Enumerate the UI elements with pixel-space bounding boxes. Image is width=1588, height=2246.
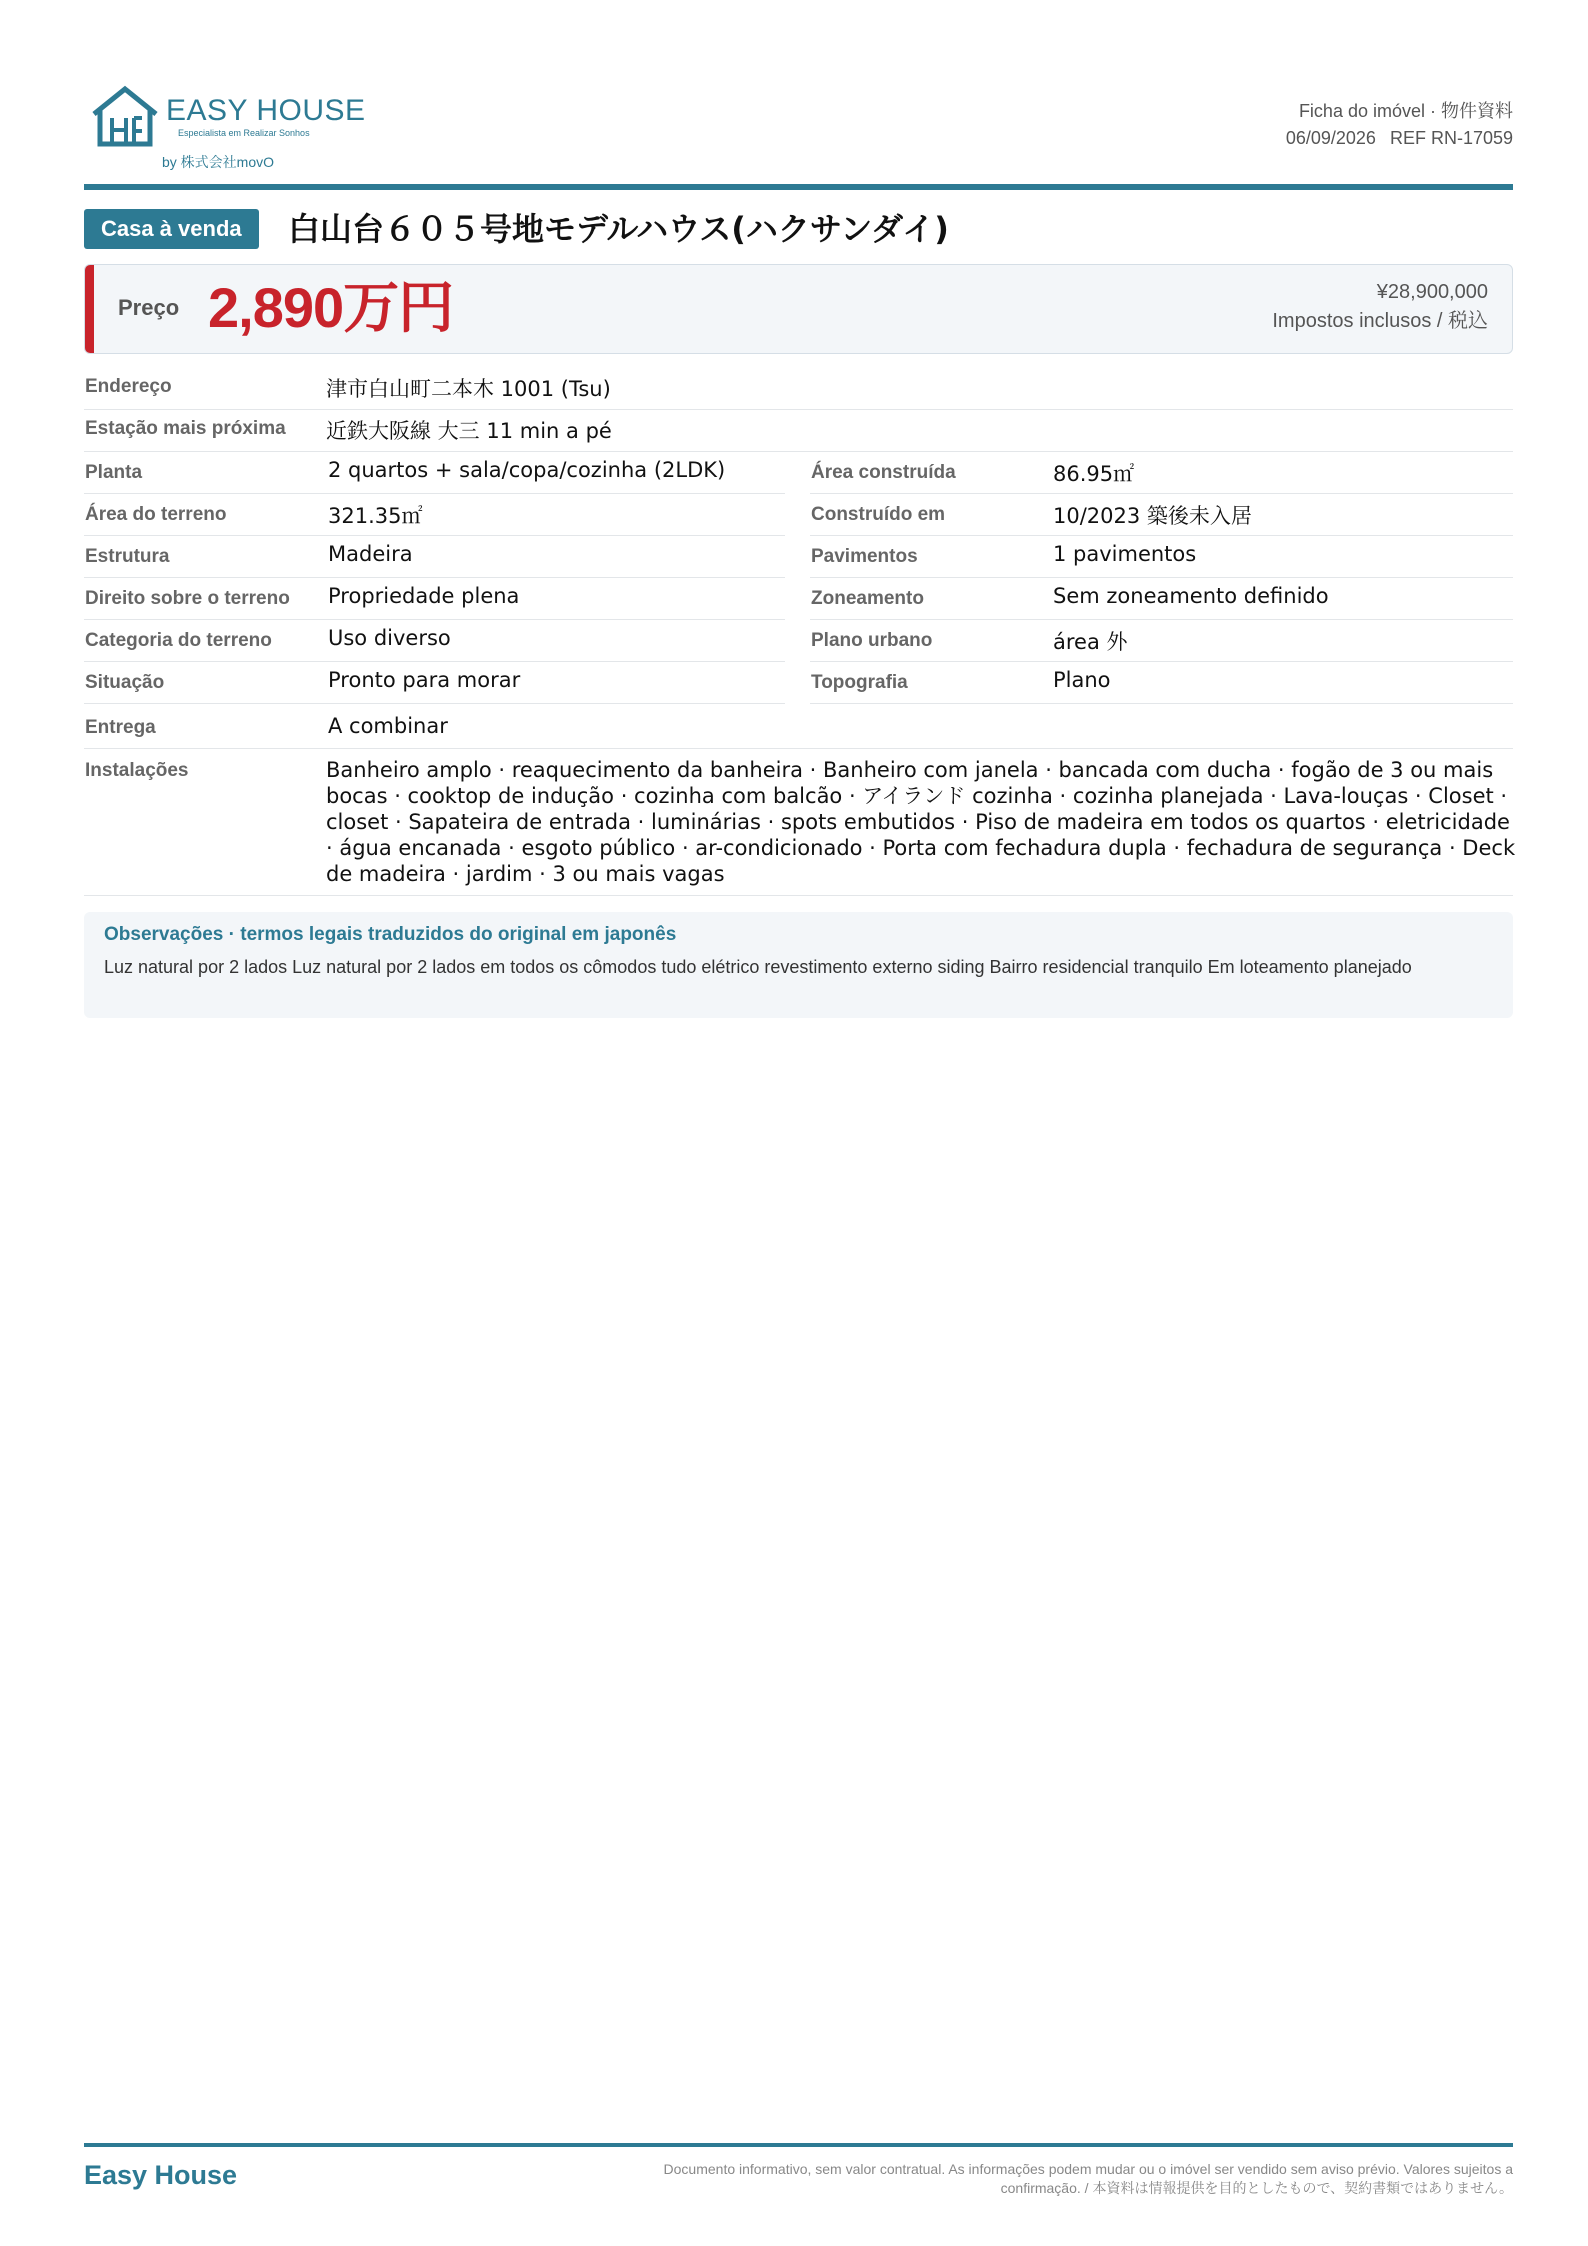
spec-value: 近鉄大阪線 大三 11 min a pé	[326, 419, 612, 443]
spec-row-built-in	[810, 494, 1513, 536]
spec-label: Zoneamento	[811, 588, 924, 609]
spec-row-structure	[84, 536, 785, 578]
spec-row-topography	[810, 662, 1513, 704]
spec-value: área 外	[1053, 630, 1128, 654]
date-ref-line	[1286, 125, 1513, 152]
spec-label: Estrutura	[85, 546, 170, 567]
spec-value: 1 pavimentos	[1053, 542, 1197, 566]
spec-value: Madeira	[328, 542, 413, 566]
brand-logo	[90, 84, 366, 184]
header-divider	[84, 184, 1513, 190]
spec-row-station	[84, 410, 1513, 452]
spec-label: Endereço	[85, 376, 172, 397]
house-logo-icon	[90, 84, 160, 148]
spec-row-urban-plan	[810, 620, 1513, 662]
spec-row-status	[84, 662, 785, 704]
observations-box	[84, 912, 1513, 1018]
listing-type-badge: Casa à venda	[84, 209, 259, 249]
header	[84, 80, 1513, 180]
spec-value: A combinar	[328, 714, 448, 738]
spec-value: 10/2023 築後未入居	[1053, 504, 1252, 528]
document-label: Ficha do imóvel · 物件資料	[1298, 101, 1513, 121]
spec-label: Pavimentos	[811, 546, 918, 567]
footer-divider	[84, 2143, 1513, 2147]
price-value: 2,890万円	[208, 276, 454, 339]
spec-value: Uso diverso	[328, 626, 451, 650]
document-date: 06/09/2026	[1285, 128, 1376, 148]
spec-label: Área construída	[811, 462, 956, 483]
property-sheet	[84, 0, 1516, 2246]
price-accent-bar	[85, 265, 94, 353]
price-details	[1272, 278, 1488, 336]
property-title: 白山台６０５号地モデルハウス(ハクサンダイ)	[288, 210, 949, 248]
spec-value-facilities: Banheiro amplo · reaquecimento da banheira · Banheiro com janela · bancada com ducha · fogão de 3 ou mais bocas · cooktop de indução · cozinha com balcão · アイランド cozinha · cozinha planejada · Lava-louças · Closet · closet · Sapateira de entrada · luminárias · spots embutidos · Piso de madeira em todos os quartos · eletricidade · água encanada · esgoto público · ar-condicionado · Porta com fechadura dupla · fechadura de segurança · Deck de madeira · jardim · 3 ou mais vagas	[326, 758, 1516, 886]
spec-label: Instalações	[85, 760, 189, 781]
reference-code: REF RN-17059	[1389, 128, 1513, 148]
spec-label: Direito sobre o terreno	[85, 588, 290, 609]
spec-row-land-rights	[84, 578, 785, 620]
footer-brand: Easy House	[84, 2160, 238, 2190]
spec-row-facilities	[84, 749, 1516, 896]
spec-value: 2 quartos + sala/copa/cozinha (2LDK)	[328, 458, 726, 482]
spec-label: Área do terreno	[85, 504, 227, 525]
spec-value: 86.95㎡	[1053, 462, 1135, 486]
document-meta	[1286, 98, 1513, 152]
spec-value: Pronto para morar	[328, 668, 521, 692]
brand-company: by 株式会社movO	[162, 154, 275, 170]
price-yen: ¥28,900,000	[1376, 281, 1488, 303]
brand-name: EASY HOUSE	[166, 94, 366, 127]
spec-label: Construído em	[811, 504, 946, 525]
spec-value: 321.35㎡	[328, 504, 423, 528]
spec-row-land-category	[84, 620, 785, 662]
spec-label: Planta	[85, 462, 143, 483]
spec-row-zoning	[810, 578, 1513, 620]
spec-label: Categoria do terreno	[85, 630, 272, 651]
spec-label: Estação mais próxima	[85, 418, 286, 439]
spec-row-address	[84, 368, 1513, 410]
spec-row-floors	[810, 536, 1513, 578]
spec-row-land-area	[84, 494, 785, 536]
title-row	[84, 207, 1513, 255]
spec-row-delivery	[84, 706, 1513, 749]
observations-text: Luz natural por 2 lados Luz natural por 2 lados em todos os cômodos tudo elétrico revestimento externo siding Bairro residencial tranquilo Em loteamento planejado	[104, 957, 1412, 977]
spec-label: Plano urbano	[811, 630, 933, 651]
spec-value: Plano	[1053, 668, 1111, 692]
price-label: Preço	[118, 295, 180, 320]
observations-title: Observações · termos legais traduzidos do original em japonês	[104, 924, 677, 945]
spec-row-built-area	[810, 452, 1513, 494]
spec-label: Situação	[85, 672, 165, 693]
spec-label: Entrega	[85, 717, 156, 738]
brand-tagline: Especialista em Realizar Sonhos	[178, 128, 310, 138]
spec-value: Sem zoneamento definido	[1053, 584, 1329, 608]
spec-label: Topografia	[811, 672, 908, 693]
spec-value: Propriedade plena	[328, 584, 520, 608]
spec-value: 津市白山町二本木 1001 (Tsu)	[326, 377, 611, 401]
price-tax-note: Impostos inclusos / 税込	[1272, 310, 1488, 332]
footer-disclaimer: Documento informativo, sem valor contratual. As informações podem mudar ou o imóvel ser vendido sem aviso prévio. Valores sujeitos a confirmação. / 本資料は情報提供を目的としたもので、契約書類ではありません。	[663, 2161, 1513, 2196]
price-box	[84, 264, 1513, 354]
spec-row-layout	[84, 452, 785, 494]
